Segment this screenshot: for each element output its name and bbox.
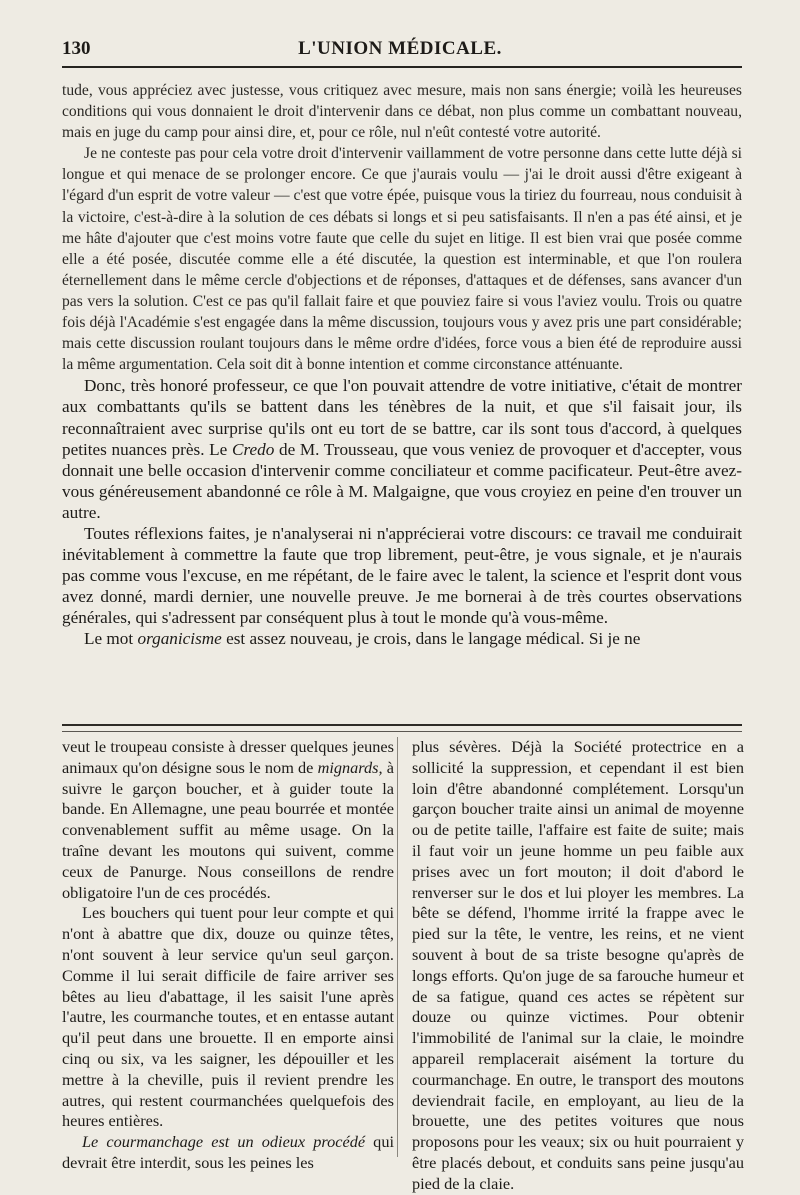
column-divider	[397, 737, 398, 1157]
paragraph	[62, 737, 394, 903]
text-run: veut le troupeau consiste à dresser quelques jeunes animaux qu'on désigne sous le nom de	[62, 737, 394, 777]
running-title: L'UNION MÉDICALE.	[298, 38, 502, 59]
paragraph: plus sévères. Déjà la Société protectrice en a sollicité la suppression, et cependant il est bien loin d'être abandonné complétement. Lorsqu'un garçon boucher traite ainsi un animal de moyenne ou de petite taille, l'affaire est faite de suite; mais il faut voir un jeune homme un peu faible aux prises avec un fort mouton; il doit d'abord le renverser sur le dos et lui ployer les membres. La bête se défend, l'homme irrité la frappe avec le pied sur la tête, le ventre, les reins, et ne vient souvent à bout de sa triste besogne qu'après de longs efforts. Qu'on juge de sa farouche humeur et de sa fatigue, quand ces actes se répètent sur douze ou quinze victimes. Pour obtenir l'immobilité de l'animal sur la claie, le moindre appareil remplacerait aisément la torture du courmanchage. En outre, le transport des moutons deviendrait facile, en employant, au lieu de la brouette, une des petites voitures que nous proposons pour les veaux; six ou huit pourraient y être placés debout, et conduits sans peine jusqu'au pied de la claie.	[412, 737, 744, 1193]
header-rule	[62, 66, 742, 68]
text-run: de M. Trousseau, que vous veniez de provoquer et d'accepter, vous donnait une belle occasion d'intervenir comme conciliateur et comme pacificateur. Peut-être avez-vous généreusement abandonné ce rôle à M. Malgaigne, que vous croyiez en peine d'en trouver un autre.	[62, 439, 742, 522]
text-run: Donc, très honoré professeur, ce que l'on pouvait attendre de votre initiative, c'était de montrer aux combattants qu'ils se battent dans les ténèbres de la nuit, et que s'il faisait jour, ils reconnaîtraient avec surprise qu'ils ont eu tort de se battre, car ils sont tous d'accord, à quelques petites nuances près. Le	[62, 376, 742, 459]
paragraph	[62, 375, 742, 523]
paragraph: tude, vous appréciez avec justesse, vous critiquez avec mesure, mais non sans énergie; voilà les heureuses conditions qui vous donnaient le droit d'intervenir dans ce débat, non plus comme un combattant nouveau, mais en juge du camp pour ainsi dire, et, pour ce rôle, nul n'eût contesté votre autorité.	[62, 82, 742, 142]
paragraph	[62, 628, 742, 649]
paragraph: Je ne conteste pas pour cela votre droit d'intervenir vaillamment de votre personne dans cette lutte déjà si longue et qui menace de se prolonger encore. Ce que j'aurais voulu — j'ai le droit aussi d'être exigeant à l'égard d'un esprit de votre valeur — c'est que votre épée, puisque vous la tiriez du fourreau, nous conduisit à la victoire, c'est-à-dire à la solution de ces débats si longs et si peu satisfaisants. Il n'en a pas été ainsi, et je me hâte d'ajouter que c'est moins votre faute que celle du sujet en litige. Il est bien vrai que posée comme elle a été posée, discutée comme elle a été discutée, la question est interminable, et que l'on roulera éternellement dans le même cercle d'objections et de réponses, d'attaques et de défenses, sans avancer d'un pas vers la solution. C'est ce pas qu'il fallait faire et que pouviez faire si vous l'aviez voulu. Trois ou quatre fois déjà l'Académie s'est engagée dans la même discussion, toujours vous y avez pris une part considérable; mais cette discussion roulant toujours dans le même ordre d'idées, force vous a bien été de reproduire aussi la même argumentation. Cela soit dit à bonne intention et comme circonstance atténuante.	[62, 145, 742, 374]
text-run: qui devrait être interdit, sous les peines les	[62, 1132, 394, 1172]
feuilleton-separator-rule	[62, 724, 742, 732]
text-run: à suivre le garçon boucher, et à guider toute la bande. En Allemagne, une peau bourrée et montée convenablement suffit au même usage. On la traîne devant les moutons qui suivent, comme ceux de Panurge. Nous conseillons de rendre obligatoire l'un de ces procédés.	[62, 757, 394, 902]
italic-text: Credo	[231, 439, 275, 459]
left-column	[62, 737, 394, 1174]
italic-text: Le courmanchage est un odieux procédé	[82, 1132, 366, 1152]
paragraph	[62, 1132, 394, 1174]
paragraph: Toutes réflexions faites, je n'analyserai ni n'apprécierai votre discours: ce travail me conduirait inévitablement à commettre la faute que trop librement, peut-être, je vous signale, et je n'aurais pas comme vous l'excuse, en me répétant, de le faire avec le talent, la science et l'esprit dont vous avez donné, mardi dernier, une nouvelle preuve. Je me bornerai à de très courtes observations générales, qui s'adressent par conséquent plus à tout le monde qu'à vous-même.	[62, 523, 742, 628]
page-number: 130	[62, 38, 91, 59]
text-run: Le mot	[84, 629, 138, 649]
paragraph: Les bouchers qui tuent pour leur compte et qui n'ont à abattre que dix, douze ou quinze têtes, n'ont souvent à leur service qu'un seul garçon. Comme il lui serait difficile de faire arriver ses bêtes au lieu d'abattage, il les saisit l'une après l'autre, les courmanche toutes, et en entasse autant qu'il peut dans une brouette. Il en emporte ainsi cinq ou six, va les saigner, les dépouiller et les mettre à la cheville, puis il revient prendre les autres, qui restent courmanchées quelquefois des heures entières.	[62, 903, 394, 1131]
italic-text: mignards,	[317, 757, 383, 777]
right-column	[412, 737, 744, 1195]
main-article-text	[62, 80, 742, 650]
page-header	[62, 38, 738, 64]
italic-text: organicisme	[137, 629, 222, 649]
text-run: est assez nouveau, je crois, dans le langage médical. Si je ne	[221, 629, 641, 649]
